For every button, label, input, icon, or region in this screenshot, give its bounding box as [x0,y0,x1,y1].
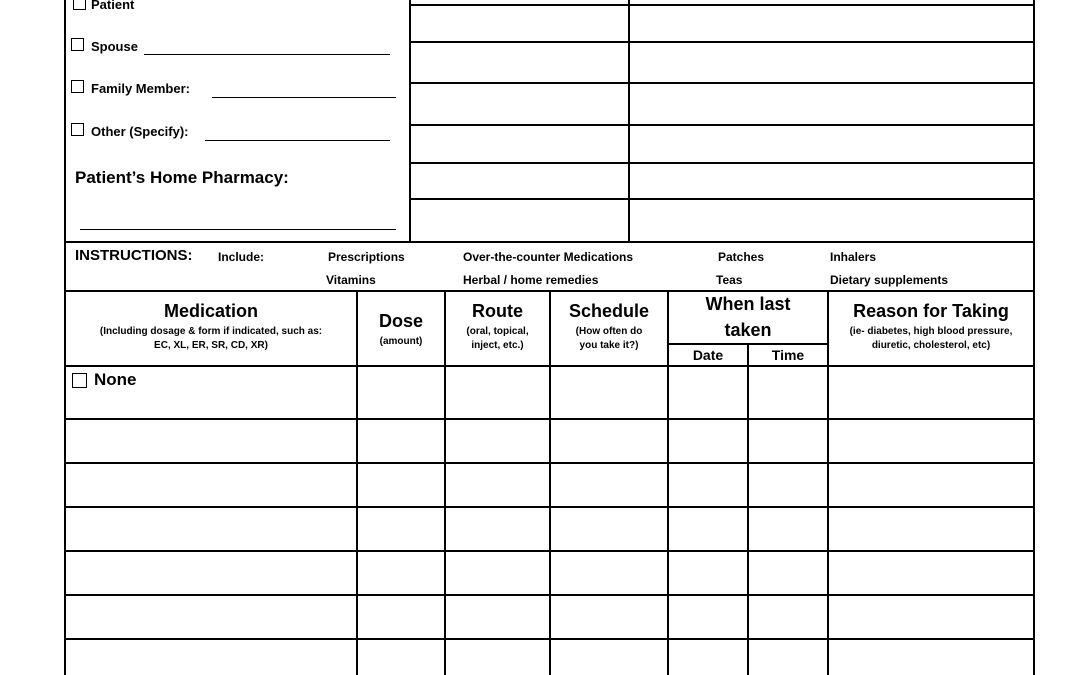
contact-grid-cell[interactable] [411,43,627,81]
contact-grid-cell[interactable] [411,164,627,197]
table-row[interactable] [66,596,1032,637]
other-checkbox[interactable] [71,123,84,136]
when-last-taken-header: taken [724,320,772,340]
contact-grid-cell[interactable] [411,6,627,40]
reason-column-note: diuretic, cholesterol, etc) [871,340,991,351]
family-member-checkbox[interactable] [71,80,84,93]
contact-grid-cell[interactable] [630,200,1032,240]
table-row[interactable] [66,508,1032,549]
instructions-heading: INSTRUCTIONS: [75,247,193,264]
when-last-taken-header: When last [705,294,791,314]
reason-column-note: (ie- diabetes, high blood pressure, [849,326,1013,337]
instructions-item: Over-the-counter Medications [463,250,634,264]
table-row[interactable] [66,420,1032,461]
contact-grid-cell[interactable] [411,126,627,161]
other-specify-field[interactable] [205,140,390,141]
contact-grid-cell[interactable] [630,43,1032,81]
other-label: Other (Specify): [91,124,189,139]
dose-column-header: Dose [378,311,423,331]
instructions-item: Herbal / home remedies [463,273,599,287]
schedule-column-note: (How often do [575,326,643,337]
instructions-include: Include: [218,250,265,264]
instructions-item: Vitamins [326,273,376,287]
route-column-note: inject, etc.) [471,340,524,351]
home-pharmacy-field[interactable] [80,229,396,230]
family-member-label: Family Member: [91,81,190,96]
reason-column-header: Reason for Taking [853,301,1009,321]
time-subheader: Time [771,347,805,363]
contact-grid-cell[interactable] [630,164,1032,197]
dose-column-note: (amount) [379,336,423,347]
family-member-name-field[interactable] [212,97,396,98]
contact-grid-cell[interactable] [630,84,1032,123]
patient-label: Patient [91,0,135,12]
instructions-item: Dietary supplements [830,273,949,287]
instructions-item: Teas [716,273,743,287]
patient-checkbox[interactable] [73,0,86,10]
none-label: None [94,370,137,389]
route-column-header: Route [472,301,523,321]
contact-grid-cell[interactable] [630,6,1032,40]
medication-column-note: (Including dosage & form if indicated, such as: [99,326,323,337]
route-column-note: (oral, topical, [466,326,529,337]
contact-grid-cell[interactable] [411,84,627,123]
instructions-item: Prescriptions [328,250,405,264]
instructions-item: Inhalers [830,250,877,264]
contact-grid-cell[interactable] [411,200,627,240]
medication-column-note: EC, XL, ER, SR, CD, XR) [154,340,268,351]
table-row[interactable] [66,552,1032,593]
home-pharmacy-label: Patient’s Home Pharmacy: [75,168,289,187]
schedule-column-note: you take it?) [579,340,639,351]
table-row[interactable] [66,640,1032,675]
spouse-label: Spouse [91,39,138,54]
none-checkbox[interactable] [72,373,87,388]
date-subheader: Date [692,347,724,363]
schedule-column-header: Schedule [568,301,650,321]
instructions-item: Patches [718,250,765,264]
spouse-checkbox[interactable] [71,38,84,51]
table-row[interactable] [66,464,1032,505]
medication-column-header: Medication [163,301,258,321]
contact-grid-cell[interactable] [630,126,1032,161]
spouse-name-field[interactable] [144,54,390,55]
